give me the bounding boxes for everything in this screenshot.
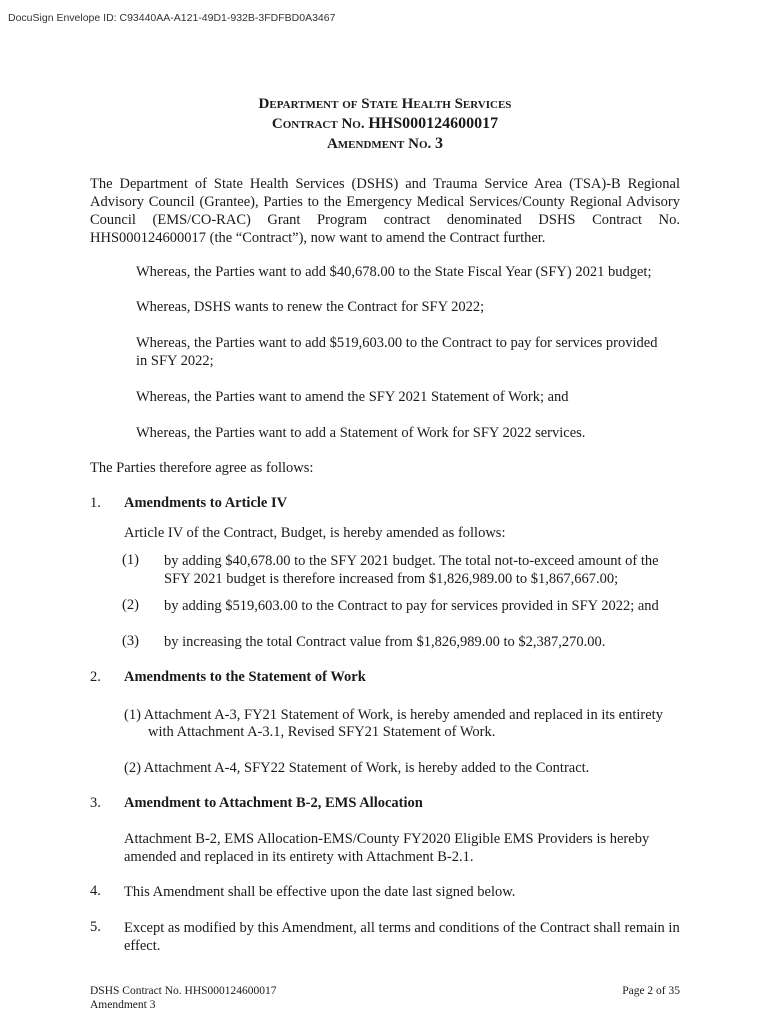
section-1-item-2-text: by adding $519,603.00 to the Contract to pay for services provided in SFY 2022; and (164, 598, 659, 614)
section-1-item-3-number: (3) (122, 633, 139, 649)
section-2-item-2: (2) Attachment A-4, SFY22 Statement of Work, is hereby added to the Contract. (124, 760, 590, 776)
section-3-text: Attachment B-2, EMS Allocation-EMS/County FY2020 Eligible EMS Providers is hereby amended and replaced in its entirety with Attachment B-2.1. (124, 831, 650, 865)
title-amendment-prefix: Amendment No. (326, 136, 432, 152)
document-title (0, 94, 770, 154)
section-1-number: 1. (90, 495, 101, 511)
section-5-number: 5. (90, 919, 101, 935)
title-contract-number: HHS000124600017 (368, 115, 499, 132)
whereas-clause-3: Whereas, the Parties want to add $519,603.00 to the Contract to pay for services provided (136, 335, 658, 351)
section-3-heading: Amendment to Attachment B-2, EMS Allocation (124, 795, 423, 811)
section-4-text: This Amendment shall be effective upon the date last signed below. (124, 884, 516, 900)
whereas-clause-4: Whereas, the Parties want to amend the SFY 2021 Statement of Work; and (136, 389, 569, 405)
footer-contract: DSHS Contract No. HHS000124600017 (90, 985, 277, 997)
whereas-clause-1: Whereas, the Parties want to add $40,678.00 to the State Fiscal Year (SFY) 2021 budget; (136, 264, 652, 280)
section-2-number: 2. (90, 669, 101, 685)
section-1-item-1-text: by adding $40,678.00 to the SFY 2021 budget. The total not-to-exceed amount of the SFY 2021 budget is therefore increased from $1,826,989.00 to $1,867,667.00; (164, 553, 659, 587)
section-5-text: Except as modified by this Amendment, all terms and conditions of the Contract shall remain in effect. (124, 920, 680, 954)
docusign-envelope-id: DocuSign Envelope ID: C93440AA-A121-49D1-932B-3FDFBD0A3467 (8, 12, 336, 24)
title-contract (0, 114, 770, 134)
agree-statement: The Parties therefore agree as follows: (90, 460, 314, 476)
section-2-item-1: (1) Attachment A-3, FY21 Statement of Work, is hereby amended and replaced in its entirety (124, 707, 663, 723)
section-2-item-1-cont: with Attachment A-3.1, Revised SFY21 Statement of Work. (148, 724, 496, 740)
section-1-heading: Amendments to Article IV (124, 495, 288, 511)
title-department: Department of State Health Services (258, 96, 512, 112)
title-amendment (0, 134, 770, 154)
section-1-item-2-number: (2) (122, 597, 139, 613)
title-amendment-number: 3 (435, 135, 444, 152)
intro-paragraph: The Department of State Health Services (DSHS) and Trauma Service Area (TSA)-B Regional Advisory Council (Grantee), Parties to the Emergency Medical Services/County Regional Advisory Council (EMS/CO-RAC) Grant Program contract denominated DSHS Contract No. HHS000124600017 (the “Contract”), now want to amend the Contract further. (90, 176, 680, 246)
whereas-clause-3-cont: in SFY 2022; (136, 353, 214, 369)
section-2-heading: Amendments to the Statement of Work (124, 669, 366, 685)
section-1-item-1-number: (1) (122, 552, 139, 568)
section-3-number: 3. (90, 795, 101, 811)
title-contract-prefix: Contract No. (271, 116, 365, 132)
footer-amendment: Amendment 3 (90, 999, 156, 1011)
footer-page-number: Page 2 of 35 (622, 985, 680, 997)
section-1-text: Article IV of the Contract, Budget, is hereby amended as follows: (124, 525, 506, 541)
section-1-item-3-text: by increasing the total Contract value from $1,826,989.00 to $2,387,270.00. (164, 634, 606, 650)
whereas-clause-5: Whereas, the Parties want to add a Statement of Work for SFY 2022 services. (136, 425, 586, 441)
section-4-number: 4. (90, 883, 101, 899)
whereas-clause-2: Whereas, DSHS wants to renew the Contract for SFY 2022; (136, 299, 485, 315)
